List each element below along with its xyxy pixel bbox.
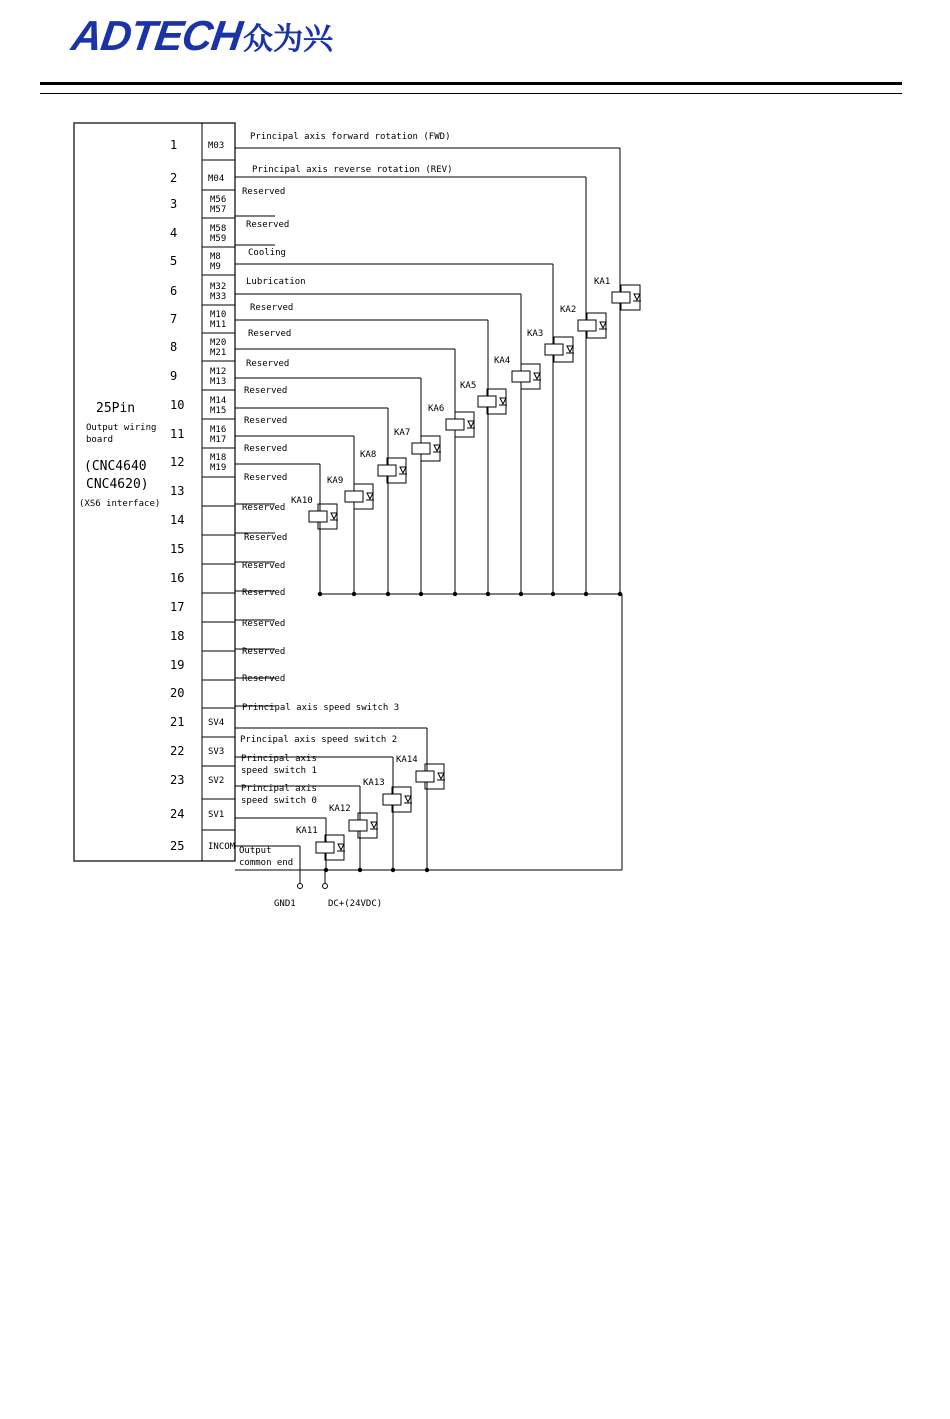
- relay-label-ka10: KA10: [291, 496, 313, 506]
- pin-code-5-b: M9: [210, 262, 221, 272]
- diode-icon: [405, 796, 411, 802]
- diode-icon: [338, 844, 344, 850]
- pin-code-10-a: M14: [210, 396, 227, 406]
- diode-icon: [634, 294, 640, 300]
- pin-label-14: Reserved: [242, 503, 286, 513]
- diode-icon: [567, 346, 573, 352]
- pin-code-3-b: M57: [210, 205, 227, 215]
- logo-text: ADTECH: [68, 12, 245, 59]
- logo-chinese-text: 众为兴: [243, 22, 333, 57]
- relay-label-ka4: KA4: [494, 356, 511, 366]
- pin-number-23: 23: [170, 773, 185, 787]
- pin-code-9-b: M13: [210, 377, 227, 387]
- diode-icon: [434, 445, 440, 451]
- pin-code-12-a: M18: [210, 453, 227, 463]
- relay-label-ka8: KA8: [360, 450, 377, 460]
- relay-ka12: [329, 804, 378, 838]
- pin-code-21: SV4: [208, 718, 225, 728]
- relay-ka10: [291, 496, 338, 529]
- junction-dot: [391, 868, 395, 872]
- pin-number-1: 1: [170, 138, 178, 152]
- relay-ka6: [428, 404, 475, 437]
- relay-coil: [349, 820, 367, 831]
- relay-coil: [309, 511, 327, 522]
- pin-number-19: 19: [170, 658, 185, 672]
- pin-number-9: 9: [170, 369, 178, 383]
- pin-code-22: SV3: [208, 747, 225, 757]
- diode-icon: [438, 773, 444, 779]
- gnd-terminal: [298, 884, 303, 889]
- pin-code-1: M03: [208, 141, 225, 151]
- gnd-label: GND1: [274, 899, 296, 909]
- pin-code-11-b: M17: [210, 435, 227, 445]
- relay-label-ka14: KA14: [396, 755, 418, 765]
- relay-label-ka7: KA7: [394, 428, 411, 438]
- pin-label-2: Principal axis reverse rotation (REV): [252, 165, 453, 175]
- pin-number-6: 6: [170, 284, 178, 298]
- pin-number-18: 18: [170, 629, 185, 643]
- pin-label-25-line2: common end: [239, 858, 294, 868]
- relay-coil: [412, 443, 430, 454]
- pin-number-24: 24: [170, 807, 185, 821]
- pin-code-4-a: M58: [210, 224, 227, 234]
- relay-label-ka3: KA3: [527, 329, 544, 339]
- pin-code-8-a: M20: [210, 338, 227, 348]
- pin-number-12: 12: [170, 455, 185, 469]
- pin-code-7-b: M11: [210, 320, 227, 330]
- pin-label-23-line1: Principal axis: [241, 754, 317, 764]
- diode-icon: [400, 467, 406, 473]
- relay-ka1: [594, 277, 641, 310]
- pin-code-11-a: M16: [210, 425, 227, 435]
- diode-icon: [371, 822, 377, 828]
- diode-icon: [367, 493, 373, 499]
- board-subtitle-1: Output wiring: [86, 423, 157, 433]
- pin-number-5: 5: [170, 254, 178, 268]
- pin-code-24: SV1: [208, 810, 225, 820]
- relay-coil: [578, 320, 596, 331]
- pin-label-8: Reserved: [248, 329, 292, 339]
- pin-label-24-line1: Principal axis: [241, 784, 317, 794]
- relay-label-ka6: KA6: [428, 404, 445, 414]
- relay-coil: [316, 842, 334, 853]
- relay-ka8: [360, 450, 407, 483]
- pin-code-3-a: M56: [210, 195, 227, 205]
- pin-label-13: Reserved: [244, 473, 288, 483]
- pin-number-4: 4: [170, 226, 178, 240]
- pin-label-1: Principal axis forward rotation (FWD): [250, 132, 451, 142]
- pin-number-13: 13: [170, 484, 185, 498]
- junction-dot: [324, 868, 328, 872]
- pin-label-7: Reserved: [250, 303, 294, 313]
- board-interface: (XS6 interface): [79, 499, 161, 509]
- diode-icon: [600, 322, 606, 328]
- relay-label-ka1: KA1: [594, 277, 611, 287]
- pin-label-17: Reserved: [242, 588, 286, 598]
- pin-label-6: Lubrication: [246, 277, 306, 287]
- pin-number-11: 11: [170, 427, 185, 441]
- relay-coil: [512, 371, 530, 382]
- pin-label-3: Reserved: [242, 187, 286, 197]
- pin-label-10: Reserved: [244, 386, 288, 396]
- pin-code-12-b: M19: [210, 463, 227, 473]
- relay-ka2: [560, 305, 607, 338]
- relay-coil: [478, 396, 496, 407]
- pin-code-7-a: M10: [210, 310, 227, 320]
- relay-label-ka11: KA11: [296, 826, 318, 836]
- pin-code-25: INCOM: [208, 842, 236, 852]
- relay-coil: [416, 771, 434, 782]
- relays-layer: [291, 277, 641, 860]
- relay-label-ka9: KA9: [327, 476, 344, 486]
- relay-label-ka2: KA2: [560, 305, 577, 315]
- pin-number-20: 20: [170, 686, 185, 700]
- relay-label-ka5: KA5: [460, 381, 477, 391]
- pin-label-15: Reserved: [244, 533, 288, 543]
- pin-label-21: Principal axis speed switch 3: [242, 703, 400, 713]
- pin-label-4: Reserved: [246, 220, 290, 230]
- pin-code-4-b: M59: [210, 234, 227, 244]
- relay-ka3: [527, 329, 574, 362]
- dc-terminal: [323, 884, 328, 889]
- pin-number-16: 16: [170, 571, 185, 585]
- relay-ka14: [396, 755, 445, 789]
- relay-ka7: [394, 428, 441, 461]
- diode-icon: [500, 398, 506, 404]
- junction-dot: [358, 868, 362, 872]
- diode-icon: [331, 513, 337, 519]
- pin-number-22: 22: [170, 744, 185, 758]
- diode-icon: [534, 373, 540, 379]
- pin-number-2: 2: [170, 171, 178, 185]
- pin-label-12: Reserved: [244, 444, 288, 454]
- pin-label-5: Cooling: [248, 248, 286, 258]
- relay-coil: [378, 465, 396, 476]
- pin-number-8: 8: [170, 340, 178, 354]
- dc-label: DC+(24VDC): [328, 899, 383, 909]
- pin-number-21: 21: [170, 715, 185, 729]
- pin-number-25: 25: [170, 839, 185, 853]
- relay-ka11: [296, 826, 345, 860]
- relay-coil: [383, 794, 401, 805]
- relay-ka5: [460, 381, 507, 414]
- pin-code-2: M04: [208, 174, 225, 184]
- pin-label-11: Reserved: [244, 416, 288, 426]
- board-title: 25Pin: [96, 401, 136, 416]
- board-model-2: CNC4620): [86, 477, 149, 492]
- pin-label-19: Reserved: [242, 647, 286, 657]
- pin-label-24-line2: speed switch 0: [241, 796, 317, 806]
- diode-icon: [468, 421, 474, 427]
- relay-coil: [446, 419, 464, 430]
- pin-code-6-b: M33: [210, 292, 227, 302]
- pin-code-6-a: M32: [210, 282, 227, 292]
- relay-label-ka12: KA12: [329, 804, 351, 814]
- relay-ka4: [494, 356, 541, 389]
- pin-code-9-a: M12: [210, 367, 227, 377]
- pin-number-14: 14: [170, 513, 185, 527]
- pin-number-15: 15: [170, 542, 185, 556]
- pin-label-9: Reserved: [246, 359, 290, 369]
- relay-ka13: [363, 778, 412, 812]
- pin-number-7: 7: [170, 312, 178, 326]
- pin-label-25-line1: Output: [239, 846, 272, 856]
- pin-number-3: 3: [170, 197, 178, 211]
- pin-label-22: Principal axis speed switch 2: [240, 735, 398, 745]
- pin-label-23-line2: speed switch 1: [241, 766, 317, 776]
- board-model-1: (CNC4640: [84, 459, 147, 474]
- pin-number-10: 10: [170, 398, 185, 412]
- relay-coil: [545, 344, 563, 355]
- pin-label-20: Reserved: [242, 674, 286, 684]
- pin-code-10-b: M15: [210, 406, 227, 416]
- relay-label-ka13: KA13: [363, 778, 385, 788]
- relay-coil: [612, 292, 630, 303]
- junction-dot: [425, 868, 429, 872]
- pin-label-16: Reserved: [242, 561, 286, 571]
- pin-number-17: 17: [170, 600, 185, 614]
- pin-code-8-b: M21: [210, 348, 227, 358]
- pin-code-23: SV2: [208, 776, 225, 786]
- pin-code-5-a: M8: [210, 252, 221, 262]
- board-subtitle-2: board: [86, 435, 114, 445]
- pin-label-18: Reserved: [242, 619, 286, 629]
- relay-coil: [345, 491, 363, 502]
